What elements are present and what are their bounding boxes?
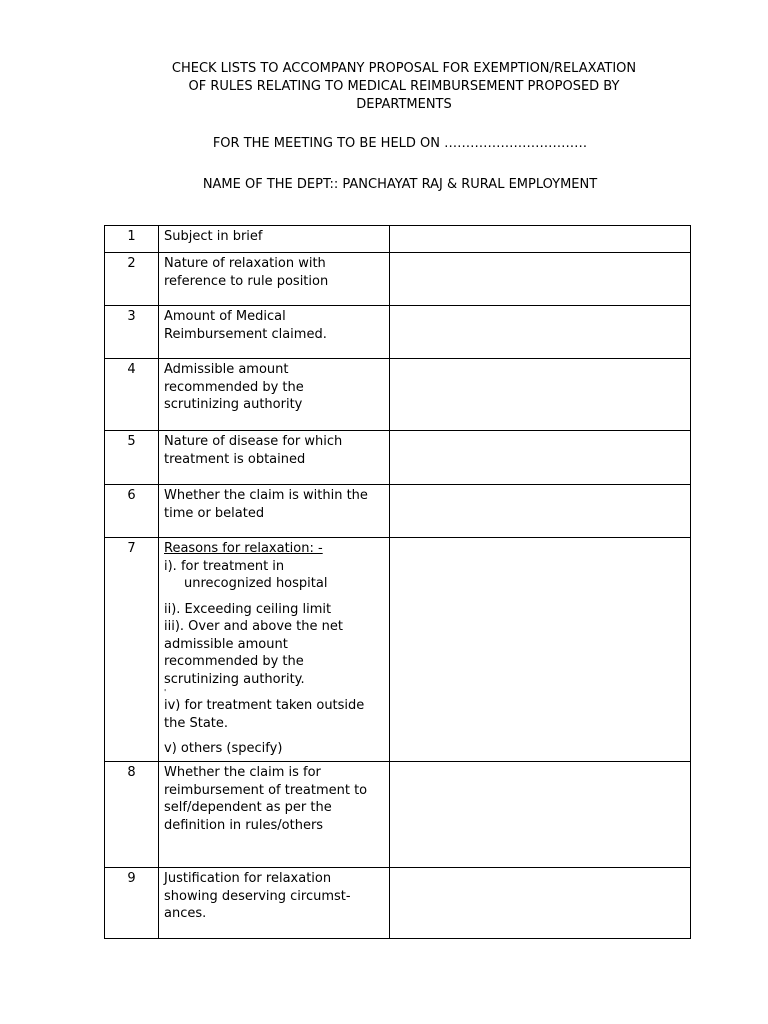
- table-row: [105, 485, 691, 538]
- subject-line: Whether the claim is for: [164, 765, 321, 780]
- subject-line: definition in rules/others: [164, 817, 324, 833]
- reason-item: ii). Exceeding ceiling limit: [164, 601, 332, 617]
- row-subject: [159, 226, 390, 253]
- subject-line: Nature of relaxation with: [164, 256, 326, 271]
- reason-item: unrecognized hospital: [184, 576, 328, 591]
- row-number: 8: [105, 762, 159, 868]
- subject-line: Reimbursement claimed.: [164, 326, 327, 342]
- subject-line: ances.: [164, 906, 207, 921]
- row-number: 4: [105, 359, 159, 431]
- subject-line: Subject in brief: [164, 229, 263, 244]
- reason-item: iv) for treatment taken outside: [164, 698, 365, 713]
- subject-line: Justification for relaxation: [164, 871, 332, 886]
- meeting-line: FOR THE MEETING TO BE HELD ON ……………………………: [212, 136, 588, 151]
- subject-line: recommended by the: [164, 379, 304, 395]
- value-cell[interactable]: [390, 431, 691, 485]
- reason-item: v) others (specify): [164, 741, 283, 756]
- title-line-2: OF RULES RELATING TO MEDICAL REIMBURSEMENT PROPOSED BY: [188, 79, 620, 94]
- row-number: 2: [105, 253, 159, 306]
- table-row: [105, 431, 691, 485]
- row-number: 7: [105, 538, 159, 762]
- value-cell[interactable]: [390, 359, 691, 431]
- reason-item: admissible amount: [164, 636, 288, 652]
- table-row: [105, 226, 691, 253]
- reason-item: scrutinizing authority.: [164, 671, 305, 687]
- reasons-heading: Reasons for relaxation: -: [164, 541, 323, 556]
- document-title: [80, 60, 728, 114]
- subject-line: scrutinizing authority: [164, 397, 303, 412]
- subject-line: treatment is obtained: [164, 451, 306, 467]
- row-subject: [159, 359, 390, 431]
- table-row: [105, 306, 691, 359]
- value-cell[interactable]: [390, 538, 691, 762]
- row-subject: [159, 306, 390, 359]
- value-cell[interactable]: [390, 868, 691, 939]
- checklist-table: [104, 225, 691, 939]
- row-number: 9: [105, 868, 159, 939]
- table-row: [105, 359, 691, 431]
- title-line-3: DEPARTMENTS: [356, 97, 452, 112]
- subject-line: Admissible amount: [164, 362, 289, 377]
- subject-line: self/dependent as per the: [164, 800, 332, 815]
- row-number: 1: [105, 226, 159, 253]
- subject-line: time or belated: [164, 505, 265, 521]
- value-cell[interactable]: [390, 485, 691, 538]
- department-line: NAME OF THE DEPT:: PANCHAYAT RAJ & RURAL EMPLOYMENT: [202, 177, 598, 192]
- value-cell[interactable]: [390, 253, 691, 306]
- value-cell[interactable]: [390, 762, 691, 868]
- row-subject: [159, 253, 390, 306]
- table-row: [105, 868, 691, 939]
- row-subject: [159, 538, 390, 762]
- subject-line: Amount of Medical: [164, 309, 286, 324]
- table-row: [105, 253, 691, 306]
- subject-line: reference to rule position: [164, 273, 329, 289]
- table-row: [105, 762, 691, 868]
- reason-item: iii). Over and above the net: [164, 619, 343, 634]
- subject-line: Whether the claim is within the: [164, 488, 368, 503]
- row-subject: [159, 762, 390, 868]
- title-line-1: CHECK LISTS TO ACCOMPANY PROPOSAL FOR EXEMPTION/RELAXATION: [171, 61, 637, 76]
- row-number: 5: [105, 431, 159, 485]
- row-number: 3: [105, 306, 159, 359]
- reason-item: recommended by the: [164, 654, 304, 669]
- row-subject: [159, 868, 390, 939]
- subject-line: reimbursement of treatment to: [164, 782, 368, 798]
- row-subject: [159, 431, 390, 485]
- row-number: 6: [105, 485, 159, 538]
- table-row: [105, 538, 691, 762]
- value-cell[interactable]: [390, 306, 691, 359]
- subject-line: showing deserving circumst-: [164, 888, 351, 904]
- reason-item: i). for treatment in: [164, 558, 285, 574]
- subject-line: Nature of disease for which: [164, 434, 343, 449]
- stray-mark: ': [164, 688, 167, 697]
- row-subject: [159, 485, 390, 538]
- value-cell[interactable]: [390, 226, 691, 253]
- reason-item: the State.: [164, 715, 229, 731]
